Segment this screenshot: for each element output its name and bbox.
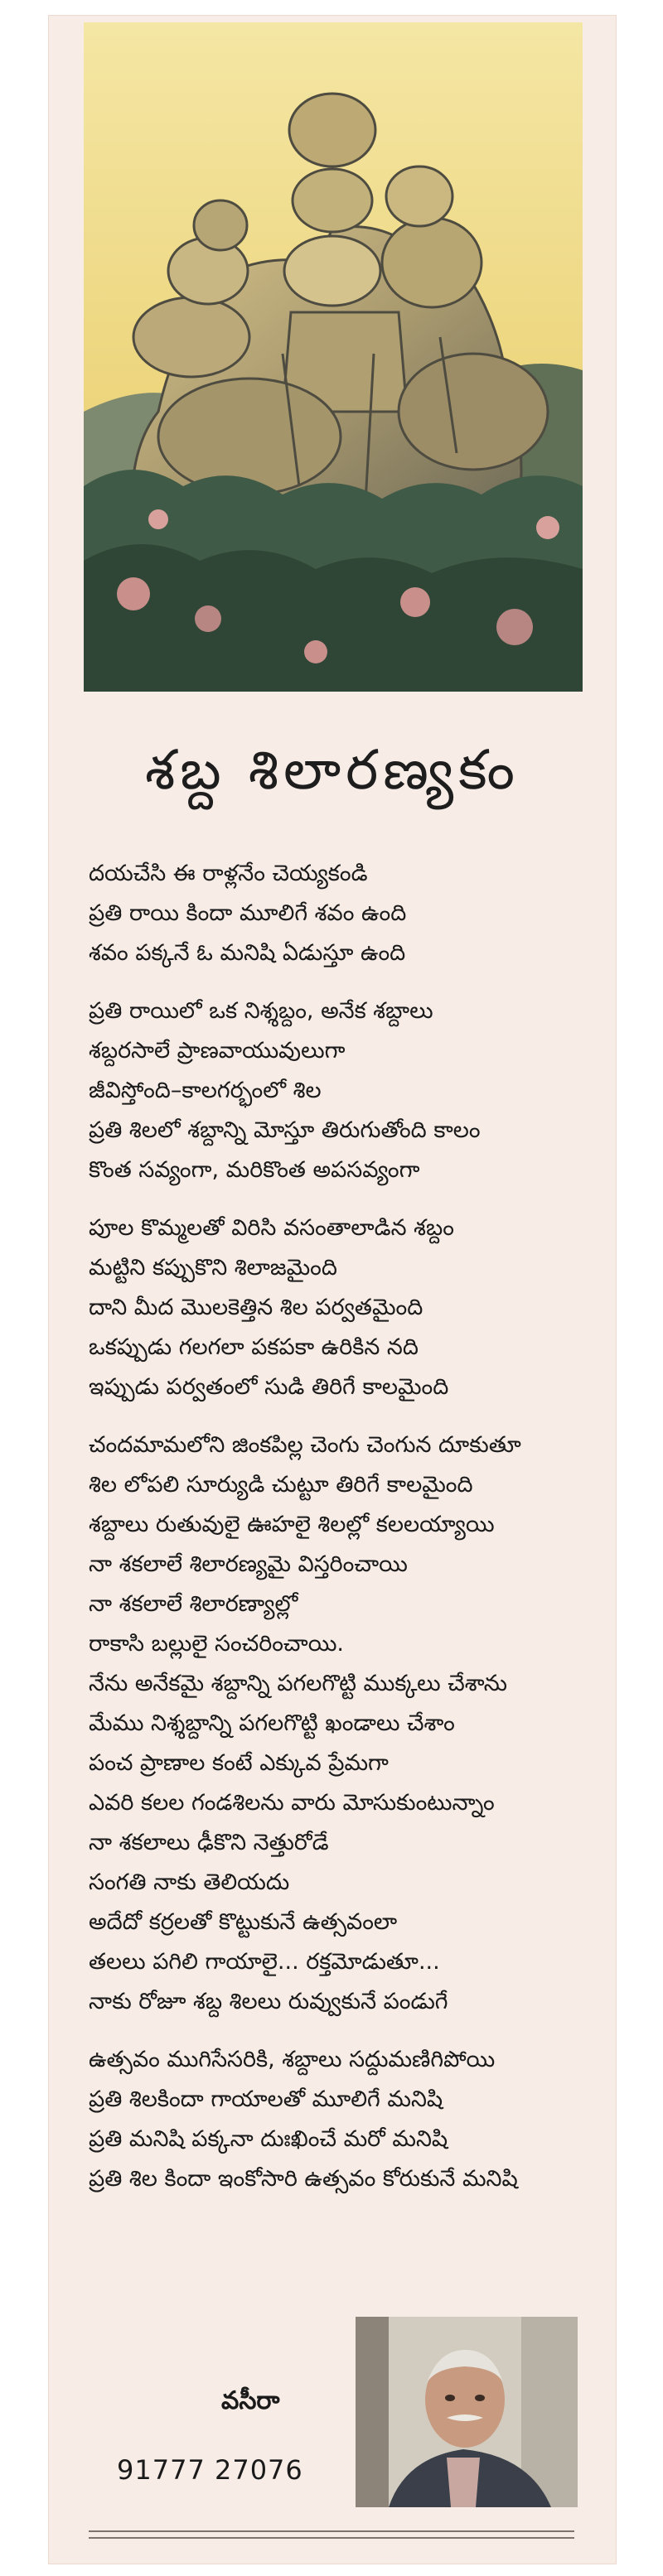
poem-line: దాని మీద మొలకెత్తిన శిల పర్వతమైంది (89, 1295, 423, 1320)
author-photo (356, 2317, 578, 2507)
poem-line: మేము నిశ్శబ్దాన్ని పగలగొట్టి ఖండాలు చేశాం (89, 1710, 455, 1736)
poem-line: శిల లోపలి సూర్యుడి చుట్టూ తిరిగే కాలమైంది (89, 1472, 473, 1498)
poem-line: శవం పక్కనే ఓ మనిషి ఏడుస్తూ ఉంది (89, 940, 406, 966)
poem-line: ప్రతి మనిషి పక్కనా దుఃఖించే మరో మనిషి (89, 2126, 448, 2152)
poem-line: ఎవరి కలల గండశిలను వారు మోసుకుంటున్నాం (89, 1790, 495, 1816)
poem-line: జీవిస్తోంది–కాలగర్భంలో శిల (89, 1078, 322, 1103)
divider (89, 2537, 574, 2539)
stanza (89, 2040, 603, 2199)
poem-line: చందమామలోని జింకపిల్ల చెంగు చెంగున దూకుతూ (89, 1432, 521, 1458)
poem-line: తలలు పగిలి గాయాలై... రక్తమోడుతూ... (89, 1949, 440, 1975)
poem-line: పంచ ప్రాణాల కంటే ఎక్కువ ప్రేమగా (89, 1750, 389, 1776)
poem-line: పూల కొమ్మలతో విరిసి వసంతాలాడిన శబ్దం (89, 1215, 454, 1241)
poem-line: రాకాసి బల్లులై సంచరించాయి. (89, 1631, 345, 1657)
balancing-rocks-icon (84, 22, 583, 692)
poem-line: అదేదో కర్రలతో కొట్టుకునే ఉత్సవంలా (89, 1909, 398, 1935)
poem-line: ప్రతి శిలకిందా గాయాలతో మూలిగే మనిషి (89, 2086, 443, 2112)
poem-line: శబ్దరసాలే ప్రాణవాయువులుగా (89, 1038, 346, 1064)
poem-line: ఇప్పుడు పర్వతంలో సుడి తిరిగే కాలమైంది (89, 1374, 449, 1400)
poem-line: నాకు రోజూ శబ్ద శిలలు రువ్వుకునే పండుగే (89, 1989, 448, 2014)
poem-line: నా శకలాలే శిలారణ్యమై విస్తరించాయి (89, 1551, 408, 1577)
poem-line: సంగతి నాకు తెలియదు (89, 1869, 290, 1895)
stanza (89, 1425, 603, 2022)
poem-line: ఉత్సవం ముగిసేసరికి, శబ్దాలు సద్దుమణిగిపోయి (89, 2047, 496, 2072)
poem (89, 854, 603, 2217)
stanza (89, 854, 603, 973)
balancing-rocks-illustration (84, 22, 583, 692)
poem-line: ఒకప్పుడు గలగలా పకపకా ఉరికిన నది (89, 1334, 419, 1360)
stanza (89, 1208, 603, 1407)
poem-line: మట్టిని కప్పుకొని శిలాజమైంది (89, 1255, 337, 1281)
article-sheet (48, 15, 617, 2564)
poem-line: ప్రతి రాయి కిందా మూలిగే శవం ఉంది (89, 900, 407, 926)
poem-line: ప్రతి శిల కిందా ఇంకోసారి ఉత్సవం కోరుకునే మనిషి (89, 2166, 518, 2192)
poem-line: ప్రతి శిలలో శబ్దాన్ని మోస్తూ తిరుగుతోంది కాలం (89, 1117, 481, 1143)
divider (89, 2530, 574, 2532)
poem-line: ప్రతి రాయిలో ఒక నిశ్శబ్దం, అనేక శబ్దాలు (89, 998, 433, 1024)
article-title: శబ్ద శిలారణ్యకం (145, 738, 520, 802)
author-name: వసీరా (221, 2386, 280, 2415)
poem-line: నా శకలాలే శిలారణ్యాల్లో (89, 1591, 298, 1617)
author-phone: 91777 27076 (117, 2454, 303, 2486)
stanza (89, 991, 603, 1190)
poem-line: దయచేసి ఈ రాళ్లనేం చెయ్యకండి (89, 861, 368, 886)
poem-line: నేను అనేకమై శబ్దాన్ని పగలగొట్టి ముక్కలు చేశాను (89, 1671, 507, 1696)
poem-line: నా శకలాలు ఢీకొని నెత్తురోడే (89, 1830, 329, 1855)
poem-line: శబ్దాలు రుతువులై ఊహలై శిలల్లో కలలయ్యాయి (89, 1512, 495, 1537)
avatar-icon (356, 2317, 578, 2507)
poem-line: కొంత సవ్యంగా, మరికొంత అపసవ్యంగా (89, 1157, 420, 1183)
